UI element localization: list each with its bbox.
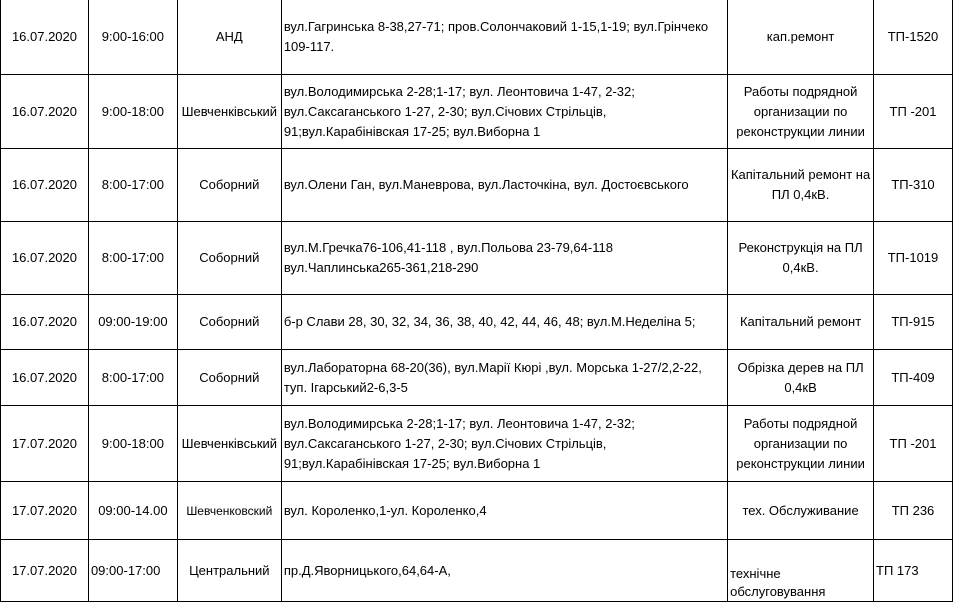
time-cell: 9:00-18:00 xyxy=(88,406,177,482)
table-row xyxy=(1,0,953,75)
work-type-cell: Капітальний ремонт xyxy=(728,295,874,350)
work-type-cell: технічне обслуговування xyxy=(728,540,874,602)
date-cell: 16.07.2020 xyxy=(1,0,89,75)
time-cell: 09:00-17:00 xyxy=(88,540,177,602)
substation-cell: ТП-310 xyxy=(874,149,953,222)
time-cell: 09:00-19:00 xyxy=(88,295,177,350)
streets-cell: вул.Володимирська 2-28;1-17; вул. Леонтовича 1-47, 2-32; вул.Саксаганського 1-27, 2-30; вул.Січових Стрільців, 91;вул.Карабінівская 17-25; вул.Виборна 1 xyxy=(281,75,727,149)
streets-cell: вул.Лабораторна 68-20(36), вул.Марії Кюрі ,вул. Морська 1-27/2,2-22, туп. Ігарський2-6,3-5 xyxy=(281,350,727,406)
district-cell: Шевченківський xyxy=(177,406,281,482)
table-row xyxy=(1,149,953,222)
time-cell: 8:00-17:00 xyxy=(88,350,177,406)
district-cell: Соборний xyxy=(177,149,281,222)
work-type-cell: Работы подрядной организации по реконструкции линии xyxy=(728,406,874,482)
table-row xyxy=(1,75,953,149)
table-row xyxy=(1,482,953,540)
district-cell: Шевченківський xyxy=(177,75,281,149)
streets-cell: б-р Слави 28, 30, 32, 34, 36, 38, 40, 42, 44, 46, 48; вул.М.Неделіна 5; xyxy=(281,295,727,350)
streets-cell: вул.Гагринська 8-38,27-71; пров.Солончаковий 1-15,1-19; вул.Грінчеко 109-117. xyxy=(281,0,727,75)
time-cell: 9:00-16:00 xyxy=(88,0,177,75)
district-cell: Соборний xyxy=(177,295,281,350)
streets-cell: вул.Олени Ган, вул.Маневрова, вул.Ласточкіна, вул. Достоєвського xyxy=(281,149,727,222)
table-row xyxy=(1,406,953,482)
work-type-cell: Работы подрядной организации по реконструкции линии xyxy=(728,75,874,149)
district-cell: АНД xyxy=(177,0,281,75)
date-cell: 17.07.2020 xyxy=(1,482,89,540)
streets-cell: вул.М.Гречка76-106,41-118 , вул.Польова 23-79,64-118 вул.Чаплинська265-361,218-290 xyxy=(281,222,727,295)
date-cell: 16.07.2020 xyxy=(1,149,89,222)
time-cell: 09:00-14.00 xyxy=(88,482,177,540)
time-cell: 8:00-17:00 xyxy=(88,149,177,222)
district-cell: Соборний xyxy=(177,222,281,295)
substation-cell: ТП-1520 xyxy=(874,0,953,75)
date-cell: 17.07.2020 xyxy=(1,406,89,482)
streets-cell: вул. Короленко,1-ул. Короленко,4 xyxy=(281,482,727,540)
date-cell: 16.07.2020 xyxy=(1,350,89,406)
district-cell: Соборний xyxy=(177,350,281,406)
work-type-cell: Капітальний ремонт на ПЛ 0,4кВ. xyxy=(728,149,874,222)
substation-cell: ТП-409 xyxy=(874,350,953,406)
table-row xyxy=(1,295,953,350)
substation-cell: ТП-1019 xyxy=(874,222,953,295)
substation-cell: ТП -201 xyxy=(874,75,953,149)
work-type-cell: тех. Обслуживание xyxy=(728,482,874,540)
substation-cell: ТП 236 xyxy=(874,482,953,540)
work-type-cell: кап.ремонт xyxy=(728,0,874,75)
substation-cell: ТП 173 xyxy=(874,540,953,602)
substation-cell: ТП-915 xyxy=(874,295,953,350)
table-row xyxy=(1,540,953,602)
district-cell: Шевченковский xyxy=(177,482,281,540)
table-row xyxy=(1,222,953,295)
work-type-cell: Реконструкція на ПЛ 0,4кВ. xyxy=(728,222,874,295)
date-cell: 16.07.2020 xyxy=(1,222,89,295)
streets-cell: пр.Д.Яворницького,64,64-А, xyxy=(281,540,727,602)
district-cell: Центральний xyxy=(177,540,281,602)
substation-cell: ТП -201 xyxy=(874,406,953,482)
time-cell: 9:00-18:00 xyxy=(88,75,177,149)
date-cell: 16.07.2020 xyxy=(1,295,89,350)
streets-cell: вул.Володимирська 2-28;1-17; вул. Леонтовича 1-47, 2-32; вул.Саксаганського 1-27, 2-30; вул.Січових Стрільців, 91;вул.Карабінівская 17-25; вул.Виборна 1 xyxy=(281,406,727,482)
date-cell: 17.07.2020 xyxy=(1,540,89,602)
table-row xyxy=(1,350,953,406)
work-type-cell: Обрізка дерев на ПЛ 0,4кВ xyxy=(728,350,874,406)
date-cell: 16.07.2020 xyxy=(1,75,89,149)
time-cell: 8:00-17:00 xyxy=(88,222,177,295)
